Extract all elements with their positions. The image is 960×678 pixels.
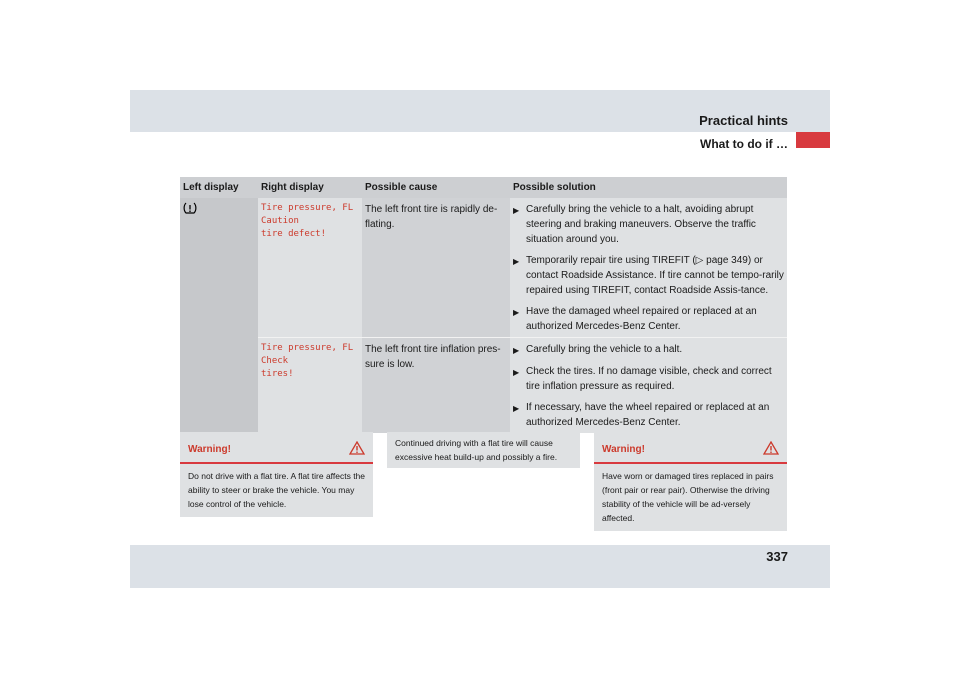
solution-text: Temporarily repair tire using TIREFIT (▷ page 349) or contact Roadside Assistance. If tire cannot be tempo-rarily repaired using TIREFIT, contact Roadside Assis-tance. xyxy=(526,255,784,296)
display-message-line: Tire pressure, FL xyxy=(261,343,354,353)
note-box: Continued driving with a flat tire will cause excessive heat build-up and possibly a fire. xyxy=(387,432,580,468)
solution-text: Carefully bring the vehicle to a halt. xyxy=(526,344,683,355)
section-subtitle: What to do if … xyxy=(700,137,788,151)
diagnostic-table xyxy=(180,177,787,433)
bullet-arrow-icon: ▶ xyxy=(513,206,520,215)
section-marker xyxy=(796,132,830,148)
bullet-arrow-icon: ▶ xyxy=(513,346,520,355)
warning-text: Have worn or damaged tires replaced in pairs (front pair or rear pair). Otherwise the driving stability of the vehicle will be ad-versely affected. xyxy=(602,471,774,523)
warning-triangle-icon xyxy=(763,441,779,460)
possible-cause-cell: The left front tire inflation pres-sure is low. xyxy=(362,338,510,434)
warning-triangle-icon xyxy=(349,441,365,460)
column-header-possible-cause: Possible cause xyxy=(362,177,510,198)
tire-pressure-warning-icon xyxy=(183,202,255,214)
bullet-arrow-icon: ▶ xyxy=(513,308,520,317)
solution-item xyxy=(513,253,784,298)
solution-text: Check the tires. If no damage visible, check and correct tire inflation pressure as required. xyxy=(526,366,772,392)
warning-header xyxy=(594,432,787,464)
footer-band xyxy=(130,545,830,588)
display-message-line: tire defect! xyxy=(261,229,327,239)
bullet-arrow-icon: ▶ xyxy=(513,257,520,266)
warning-box-worn-tires xyxy=(594,432,787,531)
display-message-line: tires! xyxy=(261,369,294,379)
warning-title: Warning! xyxy=(188,444,231,455)
table-row xyxy=(180,198,787,338)
right-display-cell xyxy=(258,198,362,338)
display-message-line: Check xyxy=(261,356,289,366)
table-row xyxy=(180,338,787,434)
solution-text: Carefully bring the vehicle to a halt, avoiding abrupt steering and braking maneuvers. Observe the traffic situation around you. xyxy=(526,204,756,245)
bullet-arrow-icon: ▶ xyxy=(513,404,520,413)
warning-box-flat-tire xyxy=(180,432,373,517)
section-title: Practical hints xyxy=(699,113,788,128)
left-display-cell xyxy=(180,198,258,433)
solution-text: If necessary, have the wheel repaired or replaced at an authorized Mercedes-Benz Center. xyxy=(526,402,770,428)
table-header-row xyxy=(180,177,787,198)
warning-title: Warning! xyxy=(602,444,645,455)
right-display-cell xyxy=(258,338,362,434)
warning-text: Do not drive with a flat tire. A flat tire affects the ability to steer or brake the vehicle. You may lose control of the vehicle. xyxy=(188,471,366,509)
solution-item xyxy=(513,304,784,334)
display-message-line: Caution xyxy=(261,216,299,226)
bullet-arrow-icon: ▶ xyxy=(513,368,520,377)
display-message-line: Tire pressure, FL xyxy=(261,203,354,213)
possible-solution-cell xyxy=(510,198,787,338)
page-number: 337 xyxy=(766,549,788,564)
solution-item xyxy=(513,342,784,358)
possible-cause-cell: The left front tire is rapidly de-flating. xyxy=(362,198,510,338)
column-header-right-display: Right display xyxy=(258,177,362,198)
column-header-possible-solution: Possible solution xyxy=(510,177,787,198)
possible-solution-cell xyxy=(510,338,787,434)
warning-header xyxy=(180,432,373,464)
solution-item xyxy=(513,364,784,394)
solution-item xyxy=(513,400,784,430)
solution-text: Have the damaged wheel repaired or replaced at an authorized Mercedes-Benz Center. xyxy=(526,306,757,332)
solution-item xyxy=(513,202,784,247)
column-header-left-display: Left display xyxy=(180,177,258,198)
